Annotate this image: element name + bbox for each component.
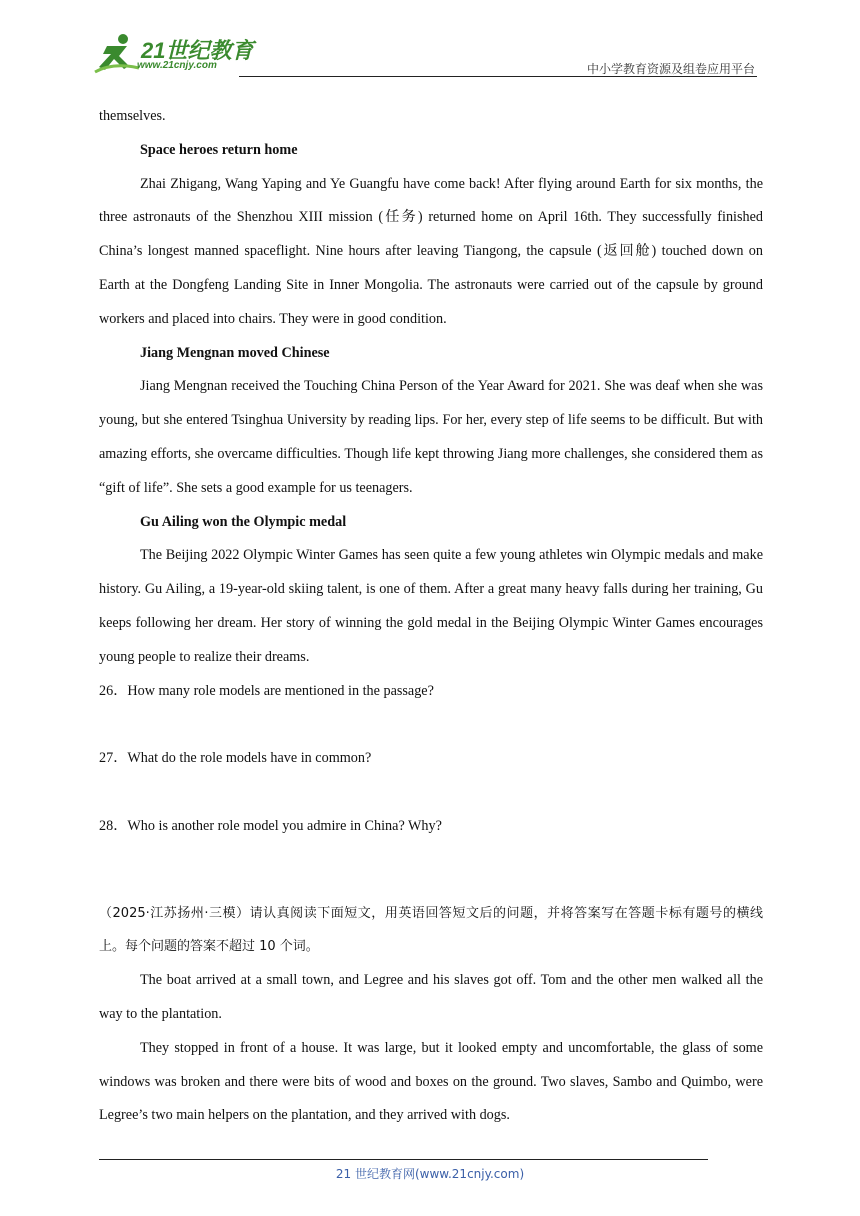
document-body xyxy=(99,100,763,1133)
section-heading: Jiang Mengnan moved Chinese xyxy=(140,344,330,361)
passage2-paragraph: The boat arrived at a small town, and Legree and his slaves got off. Tom and the other men walked all the way to the plantation. xyxy=(99,972,763,1022)
runner-icon xyxy=(93,32,141,76)
question-27: 27．What do the role models have in common? xyxy=(99,750,372,767)
passage1-lead: themselves. xyxy=(99,108,166,124)
logo-url: www.21cnjy.com xyxy=(137,60,217,71)
footer-link[interactable]: 21 世纪教育网(www.21cnjy.com) xyxy=(335,1167,525,1181)
section-heading: Gu Ailing won the Olympic medal xyxy=(140,513,347,530)
site-logo xyxy=(93,32,263,76)
header-divider xyxy=(239,76,757,77)
footer-divider xyxy=(99,1159,708,1160)
passage2-instruction: （2025·江苏扬州·三模）请认真阅读下面短文，用英语回答短文后的问题，并将答案写在答题卡标有题号的横线上。每个问题的答案不超过 10 个词。 xyxy=(99,905,763,955)
answer-space xyxy=(99,844,763,897)
section-text: The Beijing 2022 Olympic Winter Games has seen quite a few young athletes win Olympic medals and make history. Gu Ailing, a 19-year-old skiing talent, is one of them. After a great many heavy falls during her training, Gu keeps following her dream. Her story of winning the gold medal in the Beijing Olympic Winter Games encourages young people to realize their dreams. xyxy=(99,547,763,665)
logo-text: 21世纪教育 xyxy=(141,38,254,63)
section-heading: Space heroes return home xyxy=(140,141,298,158)
answer-space xyxy=(99,776,763,810)
question-26: 26．How many role models are mentioned in the passage? xyxy=(99,682,434,699)
section-text: Jiang Mengnan received the Touching China Person of the Year Award for 2021. She was deaf when she was young, but she entered Tsinghua University by reading lips. For her, every step of life seems to be difficult. But with amazing efforts, she overcame difficulties. Though life kept throwing Jiang more challenges, she considered them as “gift of life”. She sets a good example for us teenagers. xyxy=(99,378,763,496)
answer-space xyxy=(99,708,763,742)
page-header xyxy=(99,28,757,78)
header-platform-name: 中小学教育资源及组卷应用平台 xyxy=(586,62,755,76)
section-text: Zhai Zhigang, Wang Yaping and Ye Guangfu have come back! After flying around Earth for six months, the three astronauts of the Shenzhou XIII mission (任务) returned home on April 16th. They successfully finished China’s longest manned spaceflight. Nine hours after leaving Tiangong, the capsule (返回舱) touched down on Earth at the Dongfeng Landing Site in Inner Mongolia. The astronauts were carried out of the capsule by ground workers and placed into chairs. They were in good condition. xyxy=(99,175,763,327)
question-28: 28．Who is another role model you admire in China? Why? xyxy=(99,817,442,834)
passage2-paragraph: They stopped in front of a house. It was large, but it looked empty and uncomfortable, the glass of some windows was broken and there were bits of wood and boxes on the ground. Two slaves, Sambo and Quimbo, were Legree’s two main helpers on the plantation, and they arrived with dogs. xyxy=(99,1039,763,1124)
